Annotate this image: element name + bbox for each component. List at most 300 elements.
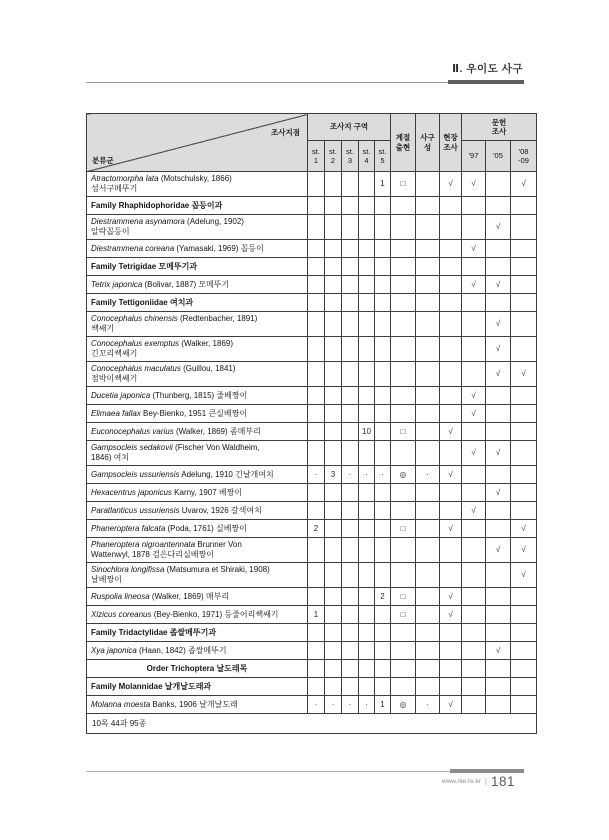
- data-cell: [375, 502, 391, 520]
- latin-name: Elimaea fallax: [91, 408, 141, 418]
- data-cell: [308, 660, 325, 678]
- data-cell: ·: [375, 466, 391, 484]
- data-cell: [511, 606, 537, 624]
- data-cell: [375, 312, 391, 337]
- taxon-name-cell: Xizicus coreanus (Bey-Bienko, 1971) 등줄어리쌕쌔기: [87, 606, 308, 624]
- data-cell: [342, 197, 359, 215]
- taxon-name-line2: 1846) 여치: [91, 453, 130, 462]
- data-cell: [375, 387, 391, 405]
- data-cell: [511, 294, 537, 312]
- data-cell: [342, 624, 359, 642]
- taxon-name-cell: Xya japonica (Haan, 1842) 좁쌀메뚜기: [87, 642, 308, 660]
- taxon-name-line2: 섬서구메뚜기: [91, 184, 138, 193]
- data-cell: [462, 337, 486, 362]
- data-cell: [359, 276, 375, 294]
- data-cell: [359, 502, 375, 520]
- data-cell: [342, 538, 359, 563]
- data-cell: 1: [375, 172, 391, 197]
- data-cell: [375, 423, 391, 441]
- data-cell: [308, 502, 325, 520]
- data-cell: [308, 337, 325, 362]
- data-cell: ·: [308, 696, 325, 714]
- data-cell: [375, 405, 391, 423]
- data-cell: [359, 642, 375, 660]
- data-cell: [440, 624, 462, 642]
- data-cell: ·: [359, 696, 375, 714]
- table-row: [87, 197, 537, 215]
- data-cell: [511, 696, 537, 714]
- data-cell: [325, 642, 342, 660]
- station-5-line1: st.: [378, 146, 387, 156]
- data-cell: ◎: [391, 696, 416, 714]
- data-cell: [325, 660, 342, 678]
- station-2-line1: st.: [329, 146, 337, 156]
- data-cell: [308, 642, 325, 660]
- data-cell: [440, 215, 462, 240]
- data-cell: [359, 258, 375, 276]
- data-cell: ·: [416, 696, 440, 714]
- data-cell: [342, 678, 359, 696]
- header-station-5: [375, 141, 391, 172]
- data-cell: ·: [416, 466, 440, 484]
- data-cell: [325, 563, 342, 588]
- data-cell: [342, 563, 359, 588]
- taxon-name-cell: Elimaea fallax Bey-Bienko, 1951 큰실베짱이: [87, 405, 308, 423]
- data-cell: [416, 337, 440, 362]
- table-row: [87, 312, 537, 337]
- table-row: [87, 405, 537, 423]
- data-cell: [325, 678, 342, 696]
- data-cell: [325, 240, 342, 258]
- family-name-cell: Family Tetrigidae 모메뚜기과: [87, 258, 308, 276]
- data-cell: [391, 678, 416, 696]
- data-cell: [416, 538, 440, 563]
- data-cell: [391, 337, 416, 362]
- data-cell: [308, 312, 325, 337]
- taxon-name-cell: Ruspolia lineosa (Walker, 1869) 매부리: [87, 588, 308, 606]
- data-cell: [486, 563, 511, 588]
- latin-name: Euconocephalus varius: [91, 426, 174, 436]
- data-cell: √: [486, 538, 511, 563]
- data-cell: [359, 172, 375, 197]
- data-cell: [308, 423, 325, 441]
- data-cell: [391, 240, 416, 258]
- data-cell: [416, 678, 440, 696]
- data-cell: [342, 337, 359, 362]
- data-cell: [440, 312, 462, 337]
- data-cell: [511, 624, 537, 642]
- data-cell: ·: [342, 696, 359, 714]
- data-cell: [375, 563, 391, 588]
- data-cell: [486, 678, 511, 696]
- page-number: 181: [490, 774, 515, 789]
- data-cell: √: [511, 172, 537, 197]
- data-cell: [511, 215, 537, 240]
- data-cell: [440, 563, 462, 588]
- data-cell: [440, 678, 462, 696]
- data-cell: [416, 441, 440, 466]
- data-cell: √: [511, 563, 537, 588]
- data-cell: [342, 484, 359, 502]
- data-cell: √: [462, 387, 486, 405]
- header-literature-line2: 조사: [491, 127, 507, 136]
- data-cell: √: [462, 502, 486, 520]
- data-cell: [308, 172, 325, 197]
- taxon-name-line2: 날베짱이: [91, 575, 122, 584]
- taxon-name-cell: Gampsocleis sedakovii (Fischer Von Waldheim, 1846) 여치: [87, 441, 308, 466]
- data-cell: [416, 172, 440, 197]
- year-09-label: -09: [518, 156, 529, 165]
- corner-header-cell: [87, 114, 308, 172]
- data-cell: [462, 588, 486, 606]
- data-cell: [342, 362, 359, 387]
- latin-name: Phaneroptera nigroantennata: [91, 540, 196, 549]
- header-season-line2: 출현: [395, 142, 411, 152]
- latin-name: Diestrammena coreana: [91, 243, 175, 253]
- latin-name: Conocephalus exemptus: [91, 339, 180, 348]
- data-cell: [462, 197, 486, 215]
- header-station-2: [325, 141, 342, 172]
- latin-name: Atractomorpha lata: [91, 174, 159, 183]
- latin-name: Conocephalus maculatus: [91, 364, 181, 373]
- survey-table: [86, 113, 537, 734]
- data-cell: [440, 660, 462, 678]
- data-cell: [359, 520, 375, 538]
- data-cell: [462, 660, 486, 678]
- footer-separator: |: [484, 777, 487, 786]
- taxon-name-cell: Hexacentrus japonicus Karny, 1907 베짱이: [87, 484, 308, 502]
- data-cell: 2: [375, 588, 391, 606]
- data-cell: [440, 197, 462, 215]
- data-cell: [416, 362, 440, 387]
- data-cell: [462, 484, 486, 502]
- data-cell: 2: [308, 520, 325, 538]
- taxon-name-cell: Gampsocleis ussuriensis Adelung, 1910 긴날개여치: [87, 466, 308, 484]
- header-year-05: [486, 141, 511, 172]
- latin-name: Conocephalus chinensis: [91, 314, 178, 323]
- data-cell: [416, 660, 440, 678]
- data-cell: [391, 660, 416, 678]
- data-cell: [325, 258, 342, 276]
- data-cell: [375, 624, 391, 642]
- data-cell: [391, 197, 416, 215]
- data-cell: [391, 563, 416, 588]
- header-year-08-09: [511, 141, 537, 172]
- data-cell: [359, 337, 375, 362]
- table-row: [87, 606, 537, 624]
- data-cell: [462, 642, 486, 660]
- data-cell: [308, 276, 325, 294]
- taxon-name-cell: Phaneroptera falcata (Poda, 1761) 실베짱이: [87, 520, 308, 538]
- data-cell: [416, 276, 440, 294]
- taxon-name-cell: Tetrix japonica (Bolivar, 1887) 모메뚜기: [87, 276, 308, 294]
- table-row: [87, 387, 537, 405]
- data-cell: ·: [359, 466, 375, 484]
- data-cell: [416, 312, 440, 337]
- header-literature-survey: [462, 114, 537, 141]
- corner-label-survey-point: 조사지점: [271, 128, 300, 137]
- data-cell: [391, 276, 416, 294]
- data-cell: [391, 294, 416, 312]
- data-cell: [359, 405, 375, 423]
- data-cell: [486, 660, 511, 678]
- data-cell: [462, 423, 486, 441]
- header-survey-area: 조사지 구역: [308, 114, 391, 141]
- data-cell: [440, 538, 462, 563]
- data-cell: [511, 387, 537, 405]
- data-cell: [440, 441, 462, 466]
- data-cell: [342, 423, 359, 441]
- taxon-name-line2: 긴꼬리쌕쌔기: [91, 349, 138, 358]
- header-station-3: [342, 141, 359, 172]
- footer: [442, 774, 515, 789]
- data-cell: [325, 441, 342, 466]
- data-cell: [325, 362, 342, 387]
- data-cell: [486, 387, 511, 405]
- table-row: [87, 696, 537, 714]
- data-cell: [308, 215, 325, 240]
- data-cell: [511, 678, 537, 696]
- table-row: [87, 172, 537, 197]
- data-cell: [308, 197, 325, 215]
- data-cell: [308, 240, 325, 258]
- data-cell: [359, 312, 375, 337]
- data-cell: [416, 294, 440, 312]
- data-cell: √: [486, 337, 511, 362]
- data-cell: [440, 258, 462, 276]
- data-cell: [416, 563, 440, 588]
- data-cell: [486, 502, 511, 520]
- data-cell: √: [440, 520, 462, 538]
- taxon-name-line2: 쌕쌔기: [91, 324, 115, 333]
- station-1-line1: st.: [312, 146, 320, 156]
- data-cell: [486, 294, 511, 312]
- data-cell: [462, 520, 486, 538]
- data-cell: □: [391, 520, 416, 538]
- data-cell: [511, 441, 537, 466]
- data-cell: √: [440, 606, 462, 624]
- station-5-line2: 5: [380, 156, 385, 165]
- data-cell: [462, 696, 486, 714]
- footer-site-url: www.nie.re.kr: [441, 778, 481, 785]
- table-row: [87, 484, 537, 502]
- table-row: [87, 714, 537, 734]
- data-cell: [440, 387, 462, 405]
- data-cell: [440, 240, 462, 258]
- data-cell: [416, 387, 440, 405]
- summary-cell: 10목 44과 95종: [87, 714, 537, 734]
- table-row: [87, 423, 537, 441]
- taxon-name-cell: Conocephalus maculatus (Guillou, 1841) 점박이쌕쌔기: [87, 362, 308, 387]
- data-cell: [325, 294, 342, 312]
- year-08-label: '08: [518, 146, 529, 156]
- station-2-line2: 2: [330, 156, 336, 165]
- table-row: [87, 642, 537, 660]
- header-field-line1: 현장: [443, 133, 458, 143]
- station-3-line2: 3: [347, 156, 353, 165]
- data-cell: √: [486, 484, 511, 502]
- data-cell: ◎: [391, 466, 416, 484]
- latin-name: Molanna moesta: [91, 699, 151, 709]
- header-station-1: [308, 141, 325, 172]
- data-cell: [511, 423, 537, 441]
- latin-name: Gampsocleis ussuriensis: [91, 469, 180, 479]
- data-cell: [511, 337, 537, 362]
- data-cell: [342, 276, 359, 294]
- data-cell: [486, 520, 511, 538]
- header-dune-line2: 성: [423, 142, 432, 152]
- taxon-name-line2: Wattenwyl, 1878 검은다리실베짱이: [91, 550, 214, 559]
- data-cell: [416, 240, 440, 258]
- data-cell: [308, 387, 325, 405]
- data-cell: [391, 538, 416, 563]
- data-cell: [462, 294, 486, 312]
- data-cell: √: [462, 240, 486, 258]
- data-cell: [325, 423, 342, 441]
- data-cell: [486, 258, 511, 276]
- data-cell: [325, 588, 342, 606]
- table-row: [87, 563, 537, 588]
- data-cell: [342, 588, 359, 606]
- header-dune-line1: 사구: [420, 133, 435, 143]
- data-cell: [462, 362, 486, 387]
- header-year-97: [462, 141, 486, 172]
- data-cell: [325, 337, 342, 362]
- data-cell: [486, 197, 511, 215]
- data-cell: [375, 258, 391, 276]
- taxon-name-line2: 알락꼽등이: [91, 227, 130, 236]
- data-cell: [359, 294, 375, 312]
- data-cell: [375, 362, 391, 387]
- data-cell: [391, 362, 416, 387]
- data-cell: [462, 538, 486, 563]
- data-cell: [342, 387, 359, 405]
- data-cell: [416, 258, 440, 276]
- data-cell: [342, 441, 359, 466]
- data-cell: [511, 276, 537, 294]
- data-cell: √: [511, 362, 537, 387]
- header-field-survey: [440, 114, 462, 172]
- data-cell: [511, 197, 537, 215]
- data-cell: [359, 362, 375, 387]
- data-cell: √: [486, 312, 511, 337]
- header-literature-line1: 문헌: [491, 117, 507, 127]
- data-cell: [308, 362, 325, 387]
- table-row: [87, 588, 537, 606]
- data-cell: [325, 215, 342, 240]
- data-cell: [486, 588, 511, 606]
- data-cell: 1: [308, 606, 325, 624]
- header-season-line1: 계절: [395, 133, 411, 143]
- data-cell: [359, 441, 375, 466]
- data-cell: [308, 538, 325, 563]
- data-cell: √: [486, 441, 511, 466]
- data-cell: □: [391, 606, 416, 624]
- data-cell: [416, 197, 440, 215]
- data-cell: [342, 312, 359, 337]
- data-cell: [325, 387, 342, 405]
- data-cell: [486, 696, 511, 714]
- data-cell: [325, 172, 342, 197]
- data-cell: [391, 484, 416, 502]
- data-cell: [342, 405, 359, 423]
- data-cell: [416, 502, 440, 520]
- data-cell: [511, 466, 537, 484]
- family-name-cell: Family Molannidae 날개날도래과: [87, 678, 308, 696]
- data-cell: [342, 258, 359, 276]
- data-cell: [462, 563, 486, 588]
- data-cell: [511, 240, 537, 258]
- data-cell: [440, 502, 462, 520]
- latin-name: Gampsocleis sedakovii: [91, 443, 173, 452]
- data-cell: [416, 588, 440, 606]
- table-row: [87, 441, 537, 466]
- data-cell: [462, 215, 486, 240]
- order-name-cell: Order Trichoptera 날도래목: [87, 660, 308, 678]
- data-cell: [325, 312, 342, 337]
- data-cell: [359, 538, 375, 563]
- station-4-line2: 4: [364, 156, 369, 165]
- data-cell: [308, 588, 325, 606]
- footer-accent-rule: [450, 769, 524, 773]
- table-row: [87, 276, 537, 294]
- family-name-cell: Family Tridactylidae 좁쌀메뚜기과: [87, 624, 308, 642]
- data-cell: [440, 294, 462, 312]
- data-cell: [375, 276, 391, 294]
- data-cell: [308, 405, 325, 423]
- latin-name: Tetrix japonica: [91, 279, 143, 289]
- data-cell: [308, 294, 325, 312]
- data-cell: [486, 172, 511, 197]
- data-cell: □: [391, 172, 416, 197]
- data-cell: √: [462, 405, 486, 423]
- data-cell: [359, 197, 375, 215]
- data-cell: [486, 606, 511, 624]
- table-row: [87, 538, 537, 563]
- data-cell: [440, 642, 462, 660]
- data-cell: [416, 423, 440, 441]
- data-cell: [511, 588, 537, 606]
- data-cell: [440, 405, 462, 423]
- data-cell: √: [440, 466, 462, 484]
- data-cell: [375, 606, 391, 624]
- data-cell: [416, 606, 440, 624]
- data-cell: [486, 423, 511, 441]
- data-cell: [462, 678, 486, 696]
- data-cell: √: [440, 172, 462, 197]
- data-cell: [359, 660, 375, 678]
- table-row: [87, 258, 537, 276]
- latin-name: Xya japonica: [91, 645, 137, 655]
- table-header: [87, 114, 537, 172]
- data-cell: √: [486, 276, 511, 294]
- station-4-line1: st.: [362, 146, 371, 156]
- table-row: [87, 362, 537, 387]
- page-title: Ⅱ. 우이도 사구: [452, 63, 523, 75]
- taxon-name-cell: Paratlanticus ussuriensis Uvarov, 1926 갈색여치: [87, 502, 308, 520]
- data-cell: [416, 642, 440, 660]
- data-cell: [462, 312, 486, 337]
- data-cell: √: [511, 520, 537, 538]
- data-cell: [325, 197, 342, 215]
- data-cell: ·: [325, 696, 342, 714]
- taxon-name-cell: Phaneroptera nigroantennata Brunner Von Wattenwyl, 1878 검은다리실베짱이: [87, 538, 308, 563]
- data-cell: [440, 484, 462, 502]
- taxon-name-cell: Diestrammena asynamora (Adelung, 1902) 알락꼽등이: [87, 215, 308, 240]
- data-cell: [391, 387, 416, 405]
- data-cell: [325, 520, 342, 538]
- latin-name: Diestrammena asynamora: [91, 217, 185, 226]
